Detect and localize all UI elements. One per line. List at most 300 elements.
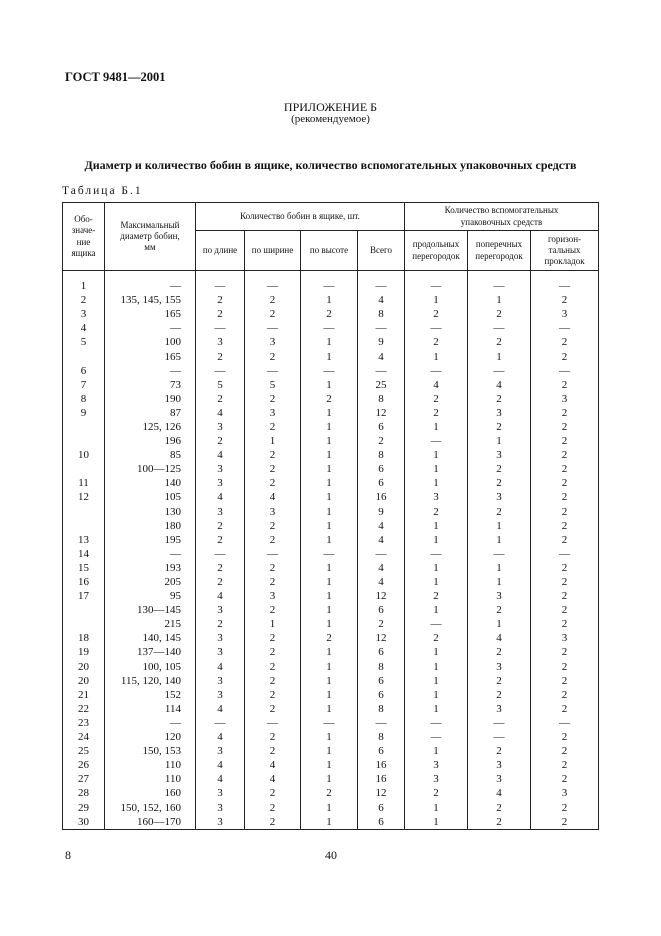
cell-total: 12 (358, 406, 405, 420)
cell-transverse: 3 (468, 490, 531, 504)
cell-height: 1 (301, 434, 358, 448)
cell-designation: 17 (63, 589, 105, 603)
table-row (63, 392, 599, 406)
table-row (63, 772, 599, 786)
cell-max-diameter: 196 (105, 434, 196, 448)
cell-height: 1 (301, 772, 358, 786)
cell-longitudinal: — (405, 434, 468, 448)
cell-width: 2 (245, 420, 301, 434)
cell-height: 1 (301, 815, 358, 830)
table-row (63, 293, 599, 307)
cell-height: 2 (301, 631, 358, 645)
cell-transverse: 3 (468, 758, 531, 772)
table-row (63, 349, 599, 363)
table-row (63, 279, 599, 293)
cell-longitudinal: 1 (405, 603, 468, 617)
cell-height: 1 (301, 702, 358, 716)
standard-header: ГОСТ 9481—2001 (65, 70, 166, 84)
header-width: по ширине (245, 231, 301, 271)
cell-horizontal: 2 (531, 406, 599, 420)
cell-horizontal: — (531, 364, 599, 378)
cell-transverse: 2 (468, 744, 531, 758)
cell-horizontal: — (531, 547, 599, 561)
cell-longitudinal: 2 (405, 307, 468, 321)
table-row (63, 476, 599, 490)
cell-length: 2 (196, 434, 245, 448)
cell-width: 2 (245, 702, 301, 716)
cell-height: 1 (301, 335, 358, 349)
header-longitudinal: продольных перегородок (405, 231, 468, 271)
cell-horizontal: — (531, 716, 599, 730)
appendix-title: ПРИЛОЖЕНИЕ Б (283, 100, 378, 114)
table-row (63, 758, 599, 772)
cell-length: — (196, 716, 245, 730)
cell-length: 3 (196, 420, 245, 434)
cell-horizontal: 2 (531, 448, 599, 462)
cell-horizontal: 2 (531, 758, 599, 772)
cell-length: 5 (196, 378, 245, 392)
cell-total: 4 (358, 349, 405, 363)
cell-designation: 12 (63, 490, 105, 504)
cell-length: 4 (196, 406, 245, 420)
cell-longitudinal: 1 (405, 533, 468, 547)
cell-designation: 19 (63, 645, 105, 659)
cell-height: 1 (301, 800, 358, 814)
cell-width: 4 (245, 772, 301, 786)
cell-max-diameter: 180 (105, 519, 196, 533)
cell-designation: 13 (63, 533, 105, 547)
cell-width: 5 (245, 378, 301, 392)
table-row (63, 490, 599, 504)
cell-height: 1 (301, 617, 358, 631)
cell-max-diameter: — (105, 364, 196, 378)
cell-horizontal: 2 (531, 533, 599, 547)
header-length: по длине (196, 231, 245, 271)
cell-horizontal: 2 (531, 293, 599, 307)
cell-longitudinal: 1 (405, 702, 468, 716)
cell-longitudinal: 1 (405, 349, 468, 363)
cell-longitudinal: 2 (405, 631, 468, 645)
cell-width: 2 (245, 476, 301, 490)
cell-max-diameter: 87 (105, 406, 196, 420)
cell-horizontal: 2 (531, 490, 599, 504)
cell-max-diameter: 195 (105, 533, 196, 547)
header-aux-group: Количество вспомогательных упаковочных средств (405, 203, 599, 231)
cell-transverse: 2 (468, 645, 531, 659)
cell-max-diameter: 137—140 (105, 645, 196, 659)
cell-transverse: 2 (468, 674, 531, 688)
cell-width: 3 (245, 505, 301, 519)
cell-horizontal: 2 (531, 575, 599, 589)
cell-length: 4 (196, 758, 245, 772)
cell-max-diameter: 205 (105, 575, 196, 589)
cell-total: — (358, 716, 405, 730)
cell-designation (63, 617, 105, 631)
cell-width: — (245, 321, 301, 335)
cell-total: 4 (358, 561, 405, 575)
cell-max-diameter: — (105, 716, 196, 730)
cell-max-diameter: — (105, 321, 196, 335)
cell-total: 8 (358, 307, 405, 321)
cell-total: 16 (358, 772, 405, 786)
cell-total: 6 (358, 476, 405, 490)
cell-max-diameter: 150, 153 (105, 744, 196, 758)
cell-width: 1 (245, 617, 301, 631)
cell-max-diameter: 190 (105, 392, 196, 406)
cell-total: 6 (358, 744, 405, 758)
cell-length: 4 (196, 730, 245, 744)
cell-longitudinal: 1 (405, 462, 468, 476)
cell-horizontal: 2 (531, 378, 599, 392)
cell-longitudinal: 1 (405, 420, 468, 434)
cell-length: 2 (196, 293, 245, 307)
cell-designation: 9 (63, 406, 105, 420)
cell-max-diameter: — (105, 547, 196, 561)
cell-designation: 21 (63, 688, 105, 702)
cell-longitudinal: 1 (405, 660, 468, 674)
table-row (63, 378, 599, 392)
cell-max-diameter: 130 (105, 505, 196, 519)
cell-height: — (301, 547, 358, 561)
cell-width: — (245, 716, 301, 730)
cell-designation: 10 (63, 448, 105, 462)
cell-length: 3 (196, 786, 245, 800)
table-row (63, 674, 599, 688)
table-row (63, 716, 599, 730)
cell-height: 1 (301, 589, 358, 603)
cell-max-diameter: 110 (105, 772, 196, 786)
page-number-center: 40 (325, 848, 337, 862)
cell-height: 1 (301, 603, 358, 617)
cell-designation: 18 (63, 631, 105, 645)
table-row (63, 688, 599, 702)
cell-total: 6 (358, 800, 405, 814)
cell-horizontal: 2 (531, 772, 599, 786)
cell-total: 6 (358, 603, 405, 617)
cell-horizontal: — (531, 279, 599, 293)
cell-horizontal: 2 (531, 420, 599, 434)
table-row (63, 462, 599, 476)
cell-transverse: 1 (468, 533, 531, 547)
page-number-left: 8 (65, 848, 71, 862)
header-transverse: поперечных перегородок (468, 231, 531, 271)
table-row (63, 406, 599, 420)
table-row (63, 561, 599, 575)
cell-transverse: 2 (468, 688, 531, 702)
cell-length: 2 (196, 392, 245, 406)
cell-max-diameter: — (105, 279, 196, 293)
cell-transverse: 1 (468, 575, 531, 589)
cell-length: — (196, 364, 245, 378)
cell-longitudinal: 3 (405, 758, 468, 772)
cell-transverse: 1 (468, 519, 531, 533)
cell-horizontal: 2 (531, 434, 599, 448)
table-row (63, 744, 599, 758)
cell-width: 2 (245, 688, 301, 702)
table-row (63, 335, 599, 349)
cell-height: 1 (301, 744, 358, 758)
cell-height: 1 (301, 462, 358, 476)
cell-total: — (358, 279, 405, 293)
cell-height: 1 (301, 420, 358, 434)
table-row (63, 547, 599, 561)
cell-length: 3 (196, 674, 245, 688)
cell-total: 9 (358, 335, 405, 349)
table-row (63, 631, 599, 645)
cell-longitudinal: — (405, 321, 468, 335)
cell-longitudinal: 2 (405, 589, 468, 603)
cell-total: 6 (358, 674, 405, 688)
cell-width: 2 (245, 349, 301, 363)
cell-total: 8 (358, 730, 405, 744)
cell-width: 2 (245, 293, 301, 307)
appendix-subtitle: (рекомендуемое) (291, 113, 370, 125)
cell-designation: 24 (63, 730, 105, 744)
cell-height: — (301, 321, 358, 335)
cell-horizontal: 2 (531, 702, 599, 716)
cell-total: 16 (358, 490, 405, 504)
cell-longitudinal: 1 (405, 293, 468, 307)
cell-max-diameter: 160—170 (105, 815, 196, 830)
cell-longitudinal: 3 (405, 772, 468, 786)
cell-longitudinal: 1 (405, 744, 468, 758)
cell-height: 1 (301, 688, 358, 702)
cell-longitudinal: 1 (405, 800, 468, 814)
cell-height: 1 (301, 448, 358, 462)
cell-horizontal: 2 (531, 617, 599, 631)
cell-total: 2 (358, 434, 405, 448)
cell-transverse: 1 (468, 349, 531, 363)
header-designation: Обо- значе- ние ящика (63, 203, 105, 271)
header-max-diameter: Максимальный диаметр бобин, мм (105, 203, 196, 271)
cell-max-diameter: 95 (105, 589, 196, 603)
cell-max-diameter: 110 (105, 758, 196, 772)
cell-designation: 8 (63, 392, 105, 406)
cell-width: 4 (245, 758, 301, 772)
cell-horizontal: 2 (531, 519, 599, 533)
cell-transverse: 3 (468, 406, 531, 420)
cell-total: 6 (358, 420, 405, 434)
cell-max-diameter: 130—145 (105, 603, 196, 617)
cell-width: 2 (245, 631, 301, 645)
table-row (63, 660, 599, 674)
cell-height: 1 (301, 505, 358, 519)
table-row (63, 617, 599, 631)
cell-designation: 3 (63, 307, 105, 321)
cell-total: 8 (358, 660, 405, 674)
cell-designation (63, 505, 105, 519)
table-row (63, 533, 599, 547)
cell-transverse: 3 (468, 660, 531, 674)
cell-height: 2 (301, 786, 358, 800)
cell-longitudinal: — (405, 364, 468, 378)
cell-max-diameter: 150, 152, 160 (105, 800, 196, 814)
cell-horizontal: 2 (531, 476, 599, 490)
cell-height: 1 (301, 406, 358, 420)
cell-designation: 22 (63, 702, 105, 716)
table-body (63, 271, 599, 830)
cell-max-diameter: 105 (105, 490, 196, 504)
cell-longitudinal: 1 (405, 476, 468, 490)
cell-designation (63, 420, 105, 434)
cell-width: 2 (245, 533, 301, 547)
cell-length: 3 (196, 462, 245, 476)
cell-transverse: 2 (468, 307, 531, 321)
cell-max-diameter: 140, 145 (105, 631, 196, 645)
cell-designation: 28 (63, 786, 105, 800)
cell-longitudinal: 1 (405, 448, 468, 462)
cell-horizontal: 2 (531, 730, 599, 744)
cell-total: 4 (358, 519, 405, 533)
table-row (63, 815, 599, 830)
cell-longitudinal: 4 (405, 378, 468, 392)
cell-width: 2 (245, 645, 301, 659)
cell-transverse: 1 (468, 561, 531, 575)
cell-horizontal: 3 (531, 786, 599, 800)
cell-height: 1 (301, 533, 358, 547)
cell-longitudinal: 1 (405, 575, 468, 589)
cell-designation (63, 603, 105, 617)
cell-width: 2 (245, 519, 301, 533)
cell-length: 3 (196, 688, 245, 702)
cell-horizontal: 2 (531, 815, 599, 830)
cell-total: 4 (358, 293, 405, 307)
cell-longitudinal: 1 (405, 645, 468, 659)
bobbin-table (62, 202, 599, 830)
cell-length: 2 (196, 575, 245, 589)
cell-longitudinal: 1 (405, 815, 468, 830)
table-row (63, 786, 599, 800)
cell-designation: 14 (63, 547, 105, 561)
cell-height: 1 (301, 476, 358, 490)
cell-width: 2 (245, 448, 301, 462)
header-total: Всего (358, 231, 405, 271)
cell-transverse: 2 (468, 603, 531, 617)
cell-horizontal: 3 (531, 392, 599, 406)
cell-width: 2 (245, 307, 301, 321)
table-row (63, 603, 599, 617)
cell-longitudinal: — (405, 279, 468, 293)
cell-transverse: 3 (468, 448, 531, 462)
cell-width: 3 (245, 406, 301, 420)
cell-height: 1 (301, 378, 358, 392)
cell-height: 1 (301, 674, 358, 688)
cell-longitudinal: 1 (405, 519, 468, 533)
cell-max-diameter: 73 (105, 378, 196, 392)
table-row (63, 575, 599, 589)
cell-total: 8 (358, 392, 405, 406)
cell-total: 25 (358, 378, 405, 392)
cell-max-diameter: 100—125 (105, 462, 196, 476)
cell-width: 2 (245, 674, 301, 688)
cell-width: 2 (245, 744, 301, 758)
header-height: по высоте (301, 231, 358, 271)
cell-longitudinal: — (405, 617, 468, 631)
cell-width: — (245, 279, 301, 293)
cell-max-diameter: 152 (105, 688, 196, 702)
cell-designation: 27 (63, 772, 105, 786)
cell-longitudinal: 1 (405, 688, 468, 702)
cell-longitudinal: 2 (405, 406, 468, 420)
cell-max-diameter: 85 (105, 448, 196, 462)
cell-longitudinal: — (405, 547, 468, 561)
cell-designation: 4 (63, 321, 105, 335)
cell-designation (63, 349, 105, 363)
cell-total: 12 (358, 631, 405, 645)
cell-horizontal: 2 (531, 688, 599, 702)
cell-height: 1 (301, 293, 358, 307)
table-row (63, 420, 599, 434)
table-row (63, 321, 599, 335)
cell-max-diameter: 215 (105, 617, 196, 631)
cell-length: 4 (196, 448, 245, 462)
cell-designation (63, 434, 105, 448)
cell-transverse: 2 (468, 505, 531, 519)
cell-length: 3 (196, 476, 245, 490)
cell-designation: 2 (63, 293, 105, 307)
cell-length: 4 (196, 589, 245, 603)
cell-length: 2 (196, 561, 245, 575)
cell-width: 3 (245, 589, 301, 603)
cell-designation: 29 (63, 800, 105, 814)
cell-total: — (358, 547, 405, 561)
cell-max-diameter: 120 (105, 730, 196, 744)
table-row (63, 364, 599, 378)
cell-length: 4 (196, 660, 245, 674)
cell-height: 1 (301, 660, 358, 674)
cell-max-diameter: 135, 145, 155 (105, 293, 196, 307)
cell-designation (63, 519, 105, 533)
cell-total: 16 (358, 758, 405, 772)
cell-length: 2 (196, 519, 245, 533)
cell-transverse: — (468, 279, 531, 293)
cell-width: 2 (245, 660, 301, 674)
cell-transverse: — (468, 716, 531, 730)
cell-total: — (358, 321, 405, 335)
cell-longitudinal: 1 (405, 674, 468, 688)
cell-height: 1 (301, 561, 358, 575)
cell-horizontal: — (531, 321, 599, 335)
cell-length: 3 (196, 800, 245, 814)
cell-height: 1 (301, 758, 358, 772)
cell-designation: 1 (63, 279, 105, 293)
cell-designation: 23 (63, 716, 105, 730)
cell-width: 2 (245, 815, 301, 830)
cell-designation: 6 (63, 364, 105, 378)
cell-length: 3 (196, 335, 245, 349)
cell-designation: 26 (63, 758, 105, 772)
cell-transverse: 2 (468, 800, 531, 814)
cell-designation: 30 (63, 815, 105, 830)
cell-total: 4 (358, 533, 405, 547)
cell-total: 2 (358, 617, 405, 631)
cell-longitudinal: 2 (405, 786, 468, 800)
cell-height: 1 (301, 730, 358, 744)
cell-horizontal: 2 (531, 645, 599, 659)
cell-length: 3 (196, 645, 245, 659)
cell-height: 1 (301, 349, 358, 363)
cell-total: 6 (358, 645, 405, 659)
cell-transverse: — (468, 730, 531, 744)
cell-horizontal: 2 (531, 505, 599, 519)
cell-horizontal: 2 (531, 800, 599, 814)
cell-horizontal: 2 (531, 744, 599, 758)
cell-length: 4 (196, 490, 245, 504)
cell-total: 12 (358, 589, 405, 603)
cell-total: 4 (358, 575, 405, 589)
cell-height: 1 (301, 490, 358, 504)
cell-transverse: 1 (468, 293, 531, 307)
